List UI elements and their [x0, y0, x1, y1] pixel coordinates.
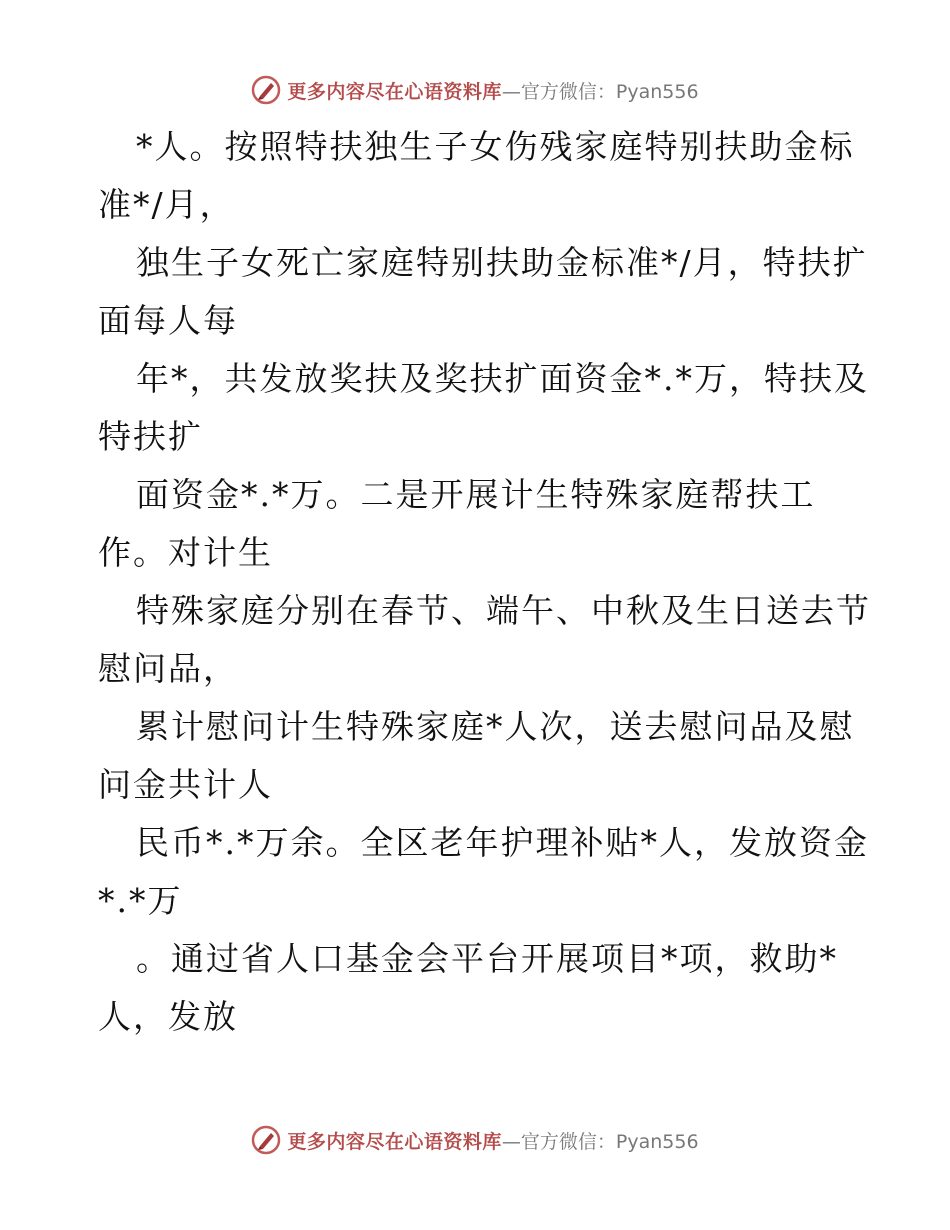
document-body [98, 118, 871, 1046]
paragraph-line: 准*/月， [98, 185, 235, 224]
pen-logo-icon [251, 1125, 281, 1155]
paragraph-line: 。通过省人口基金会平台开展项目*项，救助* [136, 939, 838, 978]
watermark-brand: 更多内容尽在心语资料库 [287, 80, 502, 103]
paragraph-line: 特扶扩 [98, 417, 203, 456]
watermark-contact: —官方微信：Pyan556 [501, 1130, 699, 1153]
watermark-brand: 更多内容尽在心语资料库 [287, 1130, 502, 1153]
paragraph-line: 年*，共发放奖扶及奖扶扩面资金*.*万，特扶及 [136, 359, 869, 398]
paragraph-line: 民币*.*万余。全区老年护理补贴*人，发放资金 [136, 823, 869, 862]
pen-logo-icon [251, 75, 281, 105]
paragraph-line: 面资金*.*万。二是开展计生特殊家庭帮扶工 [136, 475, 816, 514]
paragraph-line: 问金共计人 [98, 765, 273, 804]
paragraph-line: *人。按照特扶独生子女伤残家庭特别扶助金标 [136, 127, 855, 166]
header-watermark [0, 70, 950, 110]
paragraph-line: 人，发放 [98, 997, 238, 1036]
paragraph-line: 作。对计生 [98, 533, 273, 572]
paragraph-line: 独生子女死亡家庭特别扶助金标准*/月，特扶扩 [136, 243, 868, 282]
footer-watermark [0, 1120, 950, 1160]
paragraph-line: 慰问品， [98, 649, 238, 688]
paragraph-line: 累计慰问计生特殊家庭*人次，送去慰问品及慰 [136, 707, 855, 746]
paragraph-line: *.*万 [98, 881, 183, 920]
watermark-contact: —官方微信：Pyan556 [501, 80, 699, 103]
paragraph-line: 特殊家庭分别在春节、端午、中秋及生日送去节 [136, 591, 871, 630]
paragraph-line: 面每人每 [98, 301, 238, 340]
